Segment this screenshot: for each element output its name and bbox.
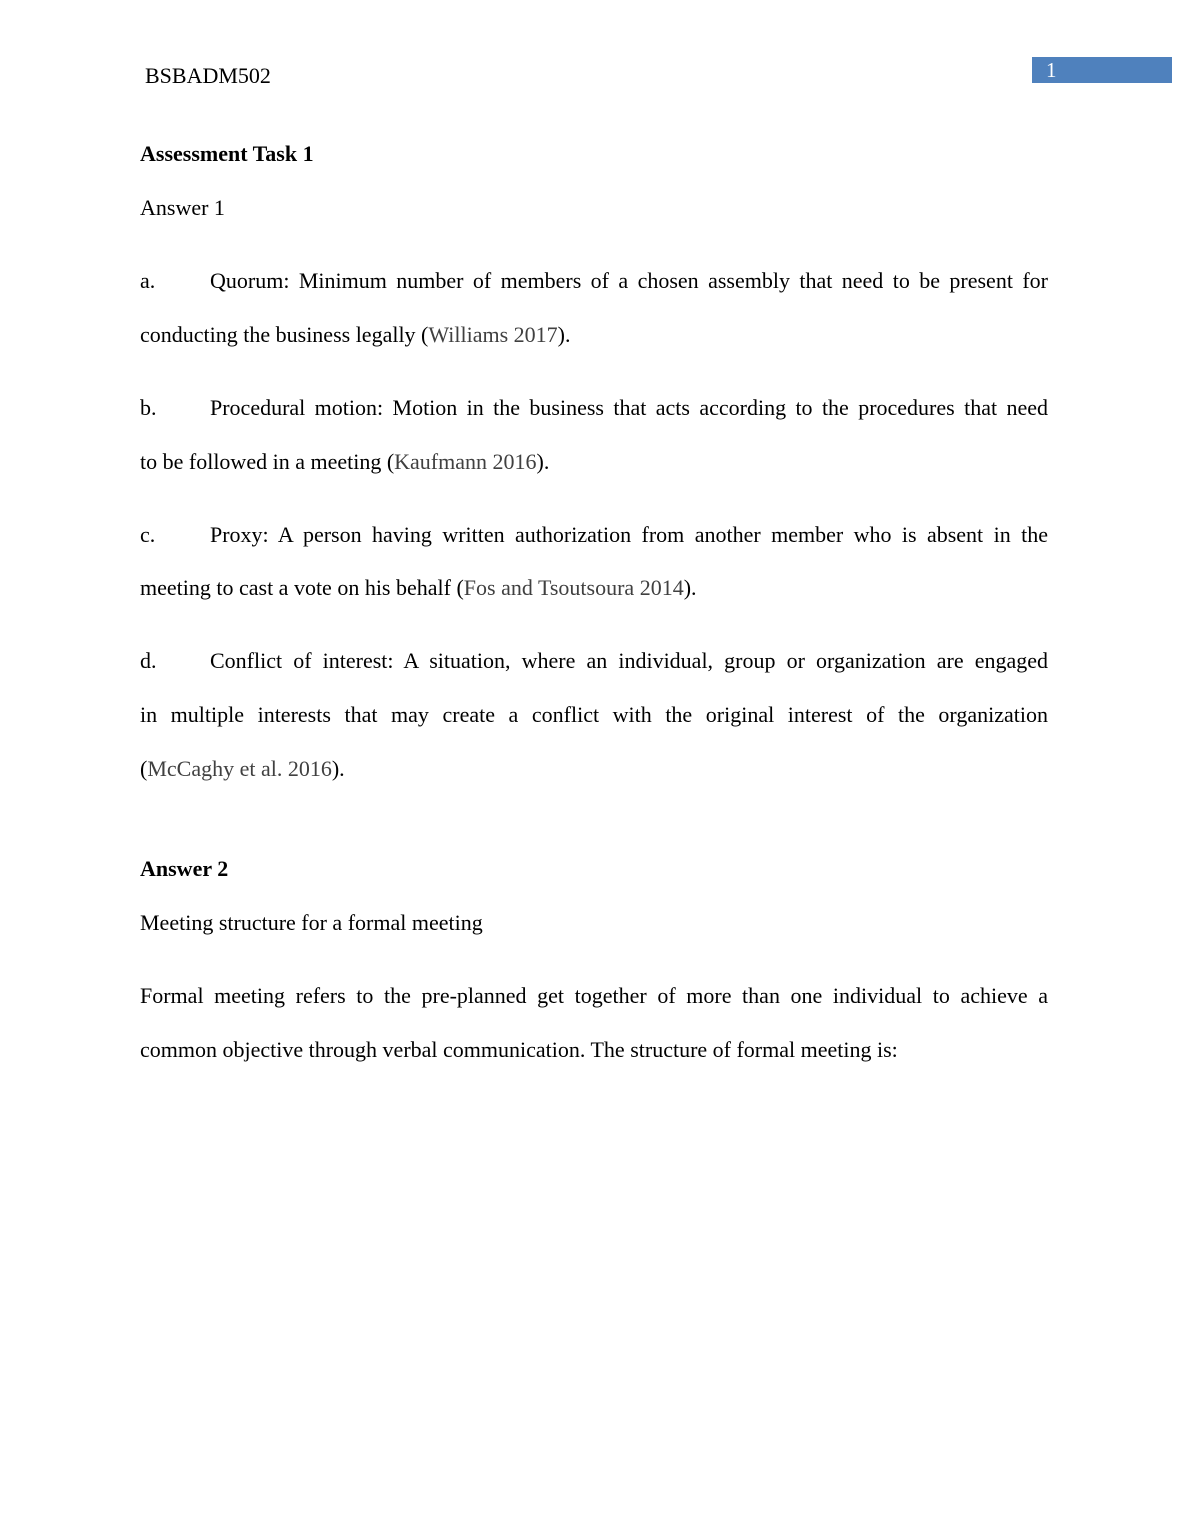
header-course-code: BSBADM502 (145, 63, 271, 88)
list-item-continuation (140, 755, 1048, 783)
item-text: to be followed in a meeting ( (140, 449, 395, 474)
list-item (140, 394, 1048, 422)
paragraph-line: common objective through verbal communication. The structure of formal meeting is: (140, 1037, 898, 1062)
item-text: meeting to cast a vote on his behalf ( (140, 575, 464, 600)
item-text: Proxy: A person having written authorization from another member who is absent in the (210, 522, 1048, 547)
item-text: Procedural motion: Motion in the business that acts according to the procedures that need (210, 395, 1048, 420)
list-item (140, 267, 1048, 295)
item-text: conducting the business legally ( (140, 322, 429, 347)
answer1-heading: Answer 1 (140, 195, 225, 220)
list-item-continuation: in multiple interests that may create a conflict with the original interest of the organization (140, 702, 1048, 727)
citation: McCaghy et al. 2016 (147, 756, 332, 781)
citation: Kaufmann 2016 (394, 449, 537, 474)
item-text-end: ). (536, 449, 550, 474)
answer2-subheading: Meeting structure for a formal meeting (140, 910, 483, 935)
item-text-end: ). (331, 756, 345, 781)
paragraph-line: Formal meeting refers to the pre-planned get together of more than one individual to achieve a (140, 983, 1048, 1008)
page-title: Assessment Task 1 (140, 141, 314, 166)
list-item (140, 521, 1048, 549)
item-label: d. (140, 648, 157, 673)
item-text-end: ). (557, 322, 571, 347)
page-number: 1 (1046, 58, 1057, 82)
item-label: c. (140, 522, 156, 547)
item-text: Quorum: Minimum number of members of a chosen assembly that need to be present for (210, 268, 1048, 293)
item-text-end: ). (683, 575, 697, 600)
citation: Fos and Tsoutsoura 2014 (463, 575, 684, 600)
list-item-continuation (140, 321, 1048, 349)
item-label: b. (140, 395, 157, 420)
citation: Williams 2017 (428, 322, 558, 347)
list-item (140, 647, 1048, 675)
list-item-continuation (140, 448, 1048, 476)
item-label: a. (140, 268, 156, 293)
answer2-heading: Answer 2 (140, 856, 229, 881)
item-text: ( (140, 756, 148, 781)
list-item-continuation (140, 574, 1048, 602)
item-text: Conflict of interest: A situation, where an individual, group or organization are engaged (210, 648, 1048, 673)
page-number-badge (1032, 57, 1172, 83)
